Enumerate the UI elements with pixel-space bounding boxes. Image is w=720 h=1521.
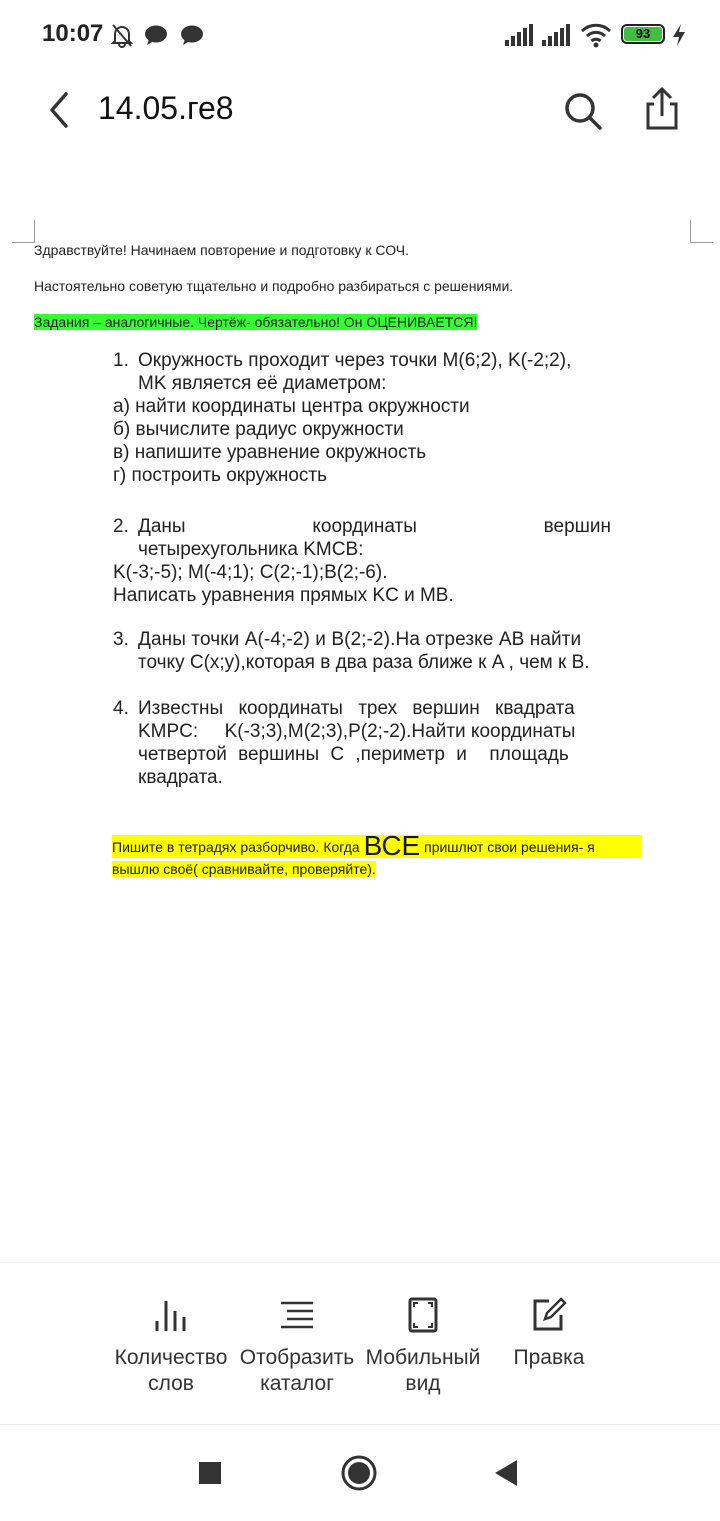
task-4 (113, 697, 611, 789)
task-text: MK является её диаметром: (138, 373, 387, 394)
share-icon (640, 86, 684, 132)
system-nav-bar (0, 1424, 720, 1521)
toolbar-label: Мобильный вид (365, 1346, 481, 1395)
search-icon (560, 88, 604, 132)
task-3 (113, 628, 611, 674)
task-text: K(-3;-5); M(-4;1); C(2;-1);B(2;-6). (113, 562, 388, 583)
note-emphasis: ВСЕ (363, 830, 421, 861)
task-text: точку C(x;y),которая в два раза ближе к A , чем к B. (138, 652, 590, 673)
task-text: четырехугольника KMCB: (138, 539, 364, 560)
share-button[interactable] (640, 86, 684, 132)
bottom-toolbar (0, 1262, 720, 1425)
document-title: 14.05.ге8 (98, 90, 234, 126)
task-1 (113, 349, 611, 487)
mobile-view-icon (405, 1297, 441, 1333)
square-icon (188, 1451, 232, 1495)
edit-button[interactable] (485, 1263, 613, 1423)
chat-bubble-icon (144, 24, 168, 51)
task-text: Известны координаты трех вершин квадрата (138, 698, 575, 719)
task-subitem: в) напишите уравнение окружность (113, 442, 427, 463)
highlighted-note (112, 830, 642, 880)
task-number: 1. (113, 350, 129, 371)
task-text: Окружность проходит через точки M(6;2), K(-2;2), (138, 350, 572, 371)
task-number: 3. (113, 629, 129, 650)
task-2 (113, 515, 611, 607)
task-number: 2. (113, 516, 129, 537)
advice-paragraph: Настоятельно советую тщательно и подробно разбираться с решениями. (34, 278, 514, 294)
status-bar (0, 0, 720, 70)
toolbar-label: Отобразить каталог (239, 1346, 355, 1395)
charging-icon (671, 24, 687, 51)
wifi-icon (580, 22, 612, 53)
show-catalog-button[interactable] (233, 1263, 361, 1423)
task-subitem: а) найти координаты центра окружности (113, 396, 470, 417)
battery-icon (621, 24, 665, 44)
task-text: четвертой вершины C ,периметр и площадь (138, 744, 569, 765)
note-text: пришлют свои решения- я (420, 839, 595, 855)
toolbar-label: Правка (513, 1346, 585, 1369)
app-header (0, 70, 720, 150)
page-corner-mark (12, 220, 35, 243)
chevron-left-icon (36, 88, 80, 132)
signal-icon (505, 24, 535, 51)
search-button[interactable] (560, 88, 604, 132)
bell-off-icon (110, 22, 134, 53)
task-text: вершин (543, 516, 611, 537)
back-nav-button[interactable] (484, 1451, 528, 1495)
list-icon (279, 1297, 315, 1333)
task-number: 4. (113, 698, 129, 719)
edit-icon (531, 1297, 567, 1333)
triangle-back-icon (484, 1451, 528, 1495)
task-text: координаты (312, 516, 417, 537)
home-button[interactable] (337, 1451, 381, 1495)
recents-button[interactable] (188, 1451, 232, 1495)
page-corner-mark (690, 220, 713, 243)
task-text: Даны точки A(-4;-2) и B(2;-2).На отрезке AB найти (138, 629, 582, 650)
toolbar-label: Количество слов (114, 1346, 228, 1395)
task-text: квадрата. (138, 767, 223, 788)
circle-home-icon (337, 1451, 381, 1495)
back-button[interactable] (36, 88, 80, 132)
signal-icon (542, 24, 572, 51)
bar-chart-icon (153, 1297, 189, 1333)
task-subitem: б) вычислите радиус окружности (113, 419, 404, 440)
status-time: 10:07 (42, 20, 104, 47)
battery-level: 93 (624, 27, 662, 41)
task-subitem: г) построить окружность (113, 465, 328, 486)
chat-bubble-icon (180, 24, 204, 51)
task-text: KMPC: K(-3;3),M(2;3),P(2;-2).Найти координаты (138, 721, 576, 742)
note-text: вышлю своё( сравнивайте, проверяйте). (112, 861, 376, 877)
mobile-view-button[interactable] (359, 1263, 487, 1423)
note-text: Пишите в тетрадях разборчиво. Когда (112, 839, 364, 855)
task-text: Даны (138, 516, 186, 537)
highlighted-instruction: Задания – аналогичные. Чертёж- обязательно! Он ОЦЕНИВАЕТСЯ! (34, 314, 478, 330)
task-text: Написать уравнения прямых KC и MB. (113, 585, 454, 606)
greeting-paragraph: Здравствуйте! Начинаем повторение и подготовку к СОЧ. (34, 242, 410, 258)
word-count-button[interactable] (107, 1263, 235, 1423)
